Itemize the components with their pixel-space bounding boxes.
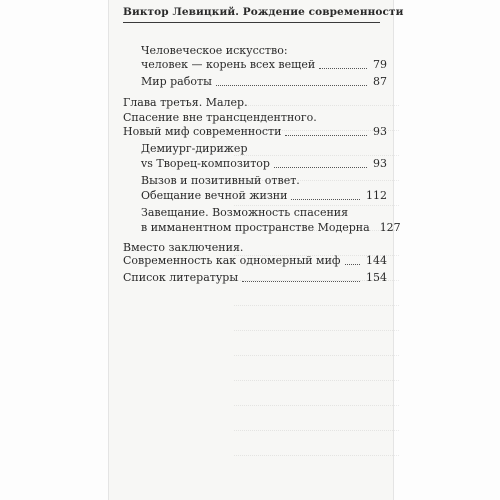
page-number: 93 <box>373 157 387 170</box>
toc-entry-text: Список литературы <box>123 271 239 284</box>
toc-entry-text: Демиург-дирижер <box>141 142 248 155</box>
book-page <box>108 0 404 500</box>
chapter-heading: Вместо заключения. <box>123 241 244 254</box>
toc-entry <box>123 253 387 269</box>
page-number: 112 <box>366 189 387 202</box>
toc-entry <box>141 220 401 236</box>
toc-entry-text: человек — корень всех вещей <box>141 58 316 71</box>
dot-leader <box>274 166 367 168</box>
page-number: 127 <box>379 221 401 234</box>
toc-entry-text: в имманентном пространстве Модерна <box>141 221 370 234</box>
table-of-contents <box>109 0 404 500</box>
toc-line <box>141 173 387 189</box>
toc-entry-text: vs Творец-композитор <box>141 157 270 170</box>
toc-entry <box>141 57 387 73</box>
toc-entry-text: Обещание вечной жизни <box>141 189 288 202</box>
toc-entry <box>141 74 387 90</box>
toc-entry-text: Завещание. Возможность спасения <box>141 206 349 219</box>
dot-leader <box>216 84 367 86</box>
page-number: 93 <box>373 125 387 138</box>
dot-leader <box>319 67 367 69</box>
toc-line <box>141 141 387 157</box>
toc-entry-text: Новый миф современности <box>123 125 282 138</box>
toc-entry-text: Человеческое искусство: <box>141 44 288 57</box>
toc-entry <box>141 156 387 172</box>
dot-leader <box>285 134 367 136</box>
toc-line <box>141 205 387 221</box>
dot-leader <box>242 280 360 282</box>
toc-line <box>123 95 387 111</box>
toc-entry-text: Вызов и позитивный ответ. <box>141 174 300 187</box>
dot-leader <box>345 263 360 265</box>
page-number: 154 <box>366 271 387 284</box>
toc-entry <box>123 270 387 286</box>
toc-entry <box>141 188 387 204</box>
page-number: 144 <box>366 254 387 267</box>
chapter-heading: Глава третья. Малер. <box>123 96 248 109</box>
toc-entry <box>123 124 387 140</box>
running-header: Виктор Левицкий. Рождение современности <box>123 6 404 18</box>
dot-leader <box>291 198 360 200</box>
toc-entry-text: Мир работы <box>141 75 212 88</box>
page-number: 79 <box>373 58 387 71</box>
page-number: 87 <box>373 75 387 88</box>
toc-entry-text: Современность как одномерный миф <box>123 254 341 267</box>
toc-entry-text: Спасение вне трансцендентного. <box>123 111 317 124</box>
